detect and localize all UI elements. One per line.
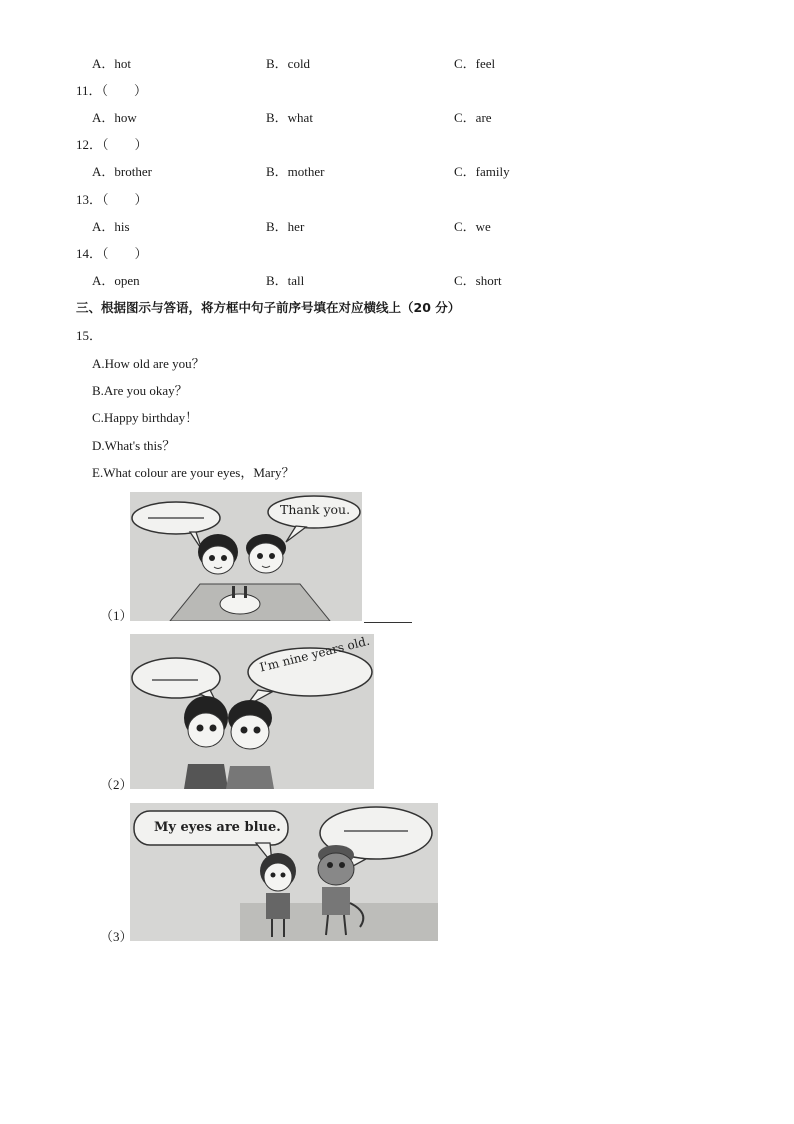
picture-2-bubble-text: I'm nine years old. bbox=[258, 634, 372, 675]
q14-option-a: A．open bbox=[92, 273, 140, 288]
q12-option-c: C．family bbox=[454, 164, 510, 179]
q15-number: 15． bbox=[76, 328, 103, 343]
picture-2-illustration bbox=[130, 634, 374, 789]
q11-option-a: A．how bbox=[92, 110, 137, 125]
sentence-e: E.What colour are your eyes，Mary？ bbox=[92, 465, 295, 480]
picture-3-bubble-text: My eyes are blue. bbox=[154, 820, 281, 835]
q10-option-c: C．feel bbox=[454, 56, 496, 71]
sentence-d: D.What's this？ bbox=[92, 438, 176, 453]
q13-number: 13．（ ） bbox=[76, 192, 148, 207]
q12-option-b: B．mother bbox=[266, 164, 325, 179]
sentence-c: C.Happy birthday！ bbox=[92, 410, 199, 425]
picture-1-label: （1） bbox=[100, 608, 133, 623]
q14-number: 14．（ ） bbox=[76, 246, 148, 261]
picture-2-age bbox=[130, 634, 374, 789]
picture-2-label: （2） bbox=[100, 777, 133, 792]
q11-option-b: B．what bbox=[266, 110, 313, 125]
section-3-title: 三、根据图示与答语，将方框中句子前序号填在对应横线上（20 分） bbox=[76, 300, 461, 315]
picture-3-eyes bbox=[130, 803, 438, 941]
sentence-b: B.Are you okay？ bbox=[92, 383, 188, 398]
q11-option-c: C．are bbox=[454, 110, 492, 125]
q13-option-a: A．his bbox=[92, 219, 130, 234]
q12-number: 12．（ ） bbox=[76, 137, 148, 152]
q14-option-c: C．short bbox=[454, 273, 502, 288]
picture-1-birthday bbox=[130, 492, 362, 621]
picture-3-label: （3） bbox=[100, 929, 133, 944]
picture-1-bubble-text: Thank you. bbox=[280, 502, 351, 517]
q14-option-b: B．tall bbox=[266, 273, 305, 288]
picture-1-answer-blank[interactable] bbox=[364, 622, 412, 623]
q13-option-b: B．her bbox=[266, 219, 305, 234]
q10-option-b: B．cold bbox=[266, 56, 311, 71]
q13-option-c: C．we bbox=[454, 219, 491, 234]
sentence-a: A.How old are you？ bbox=[92, 356, 205, 371]
q11-number: 11．（ ） bbox=[76, 83, 148, 98]
q12-option-a: A．brother bbox=[92, 164, 152, 179]
q10-option-a: A．hot bbox=[92, 56, 132, 71]
